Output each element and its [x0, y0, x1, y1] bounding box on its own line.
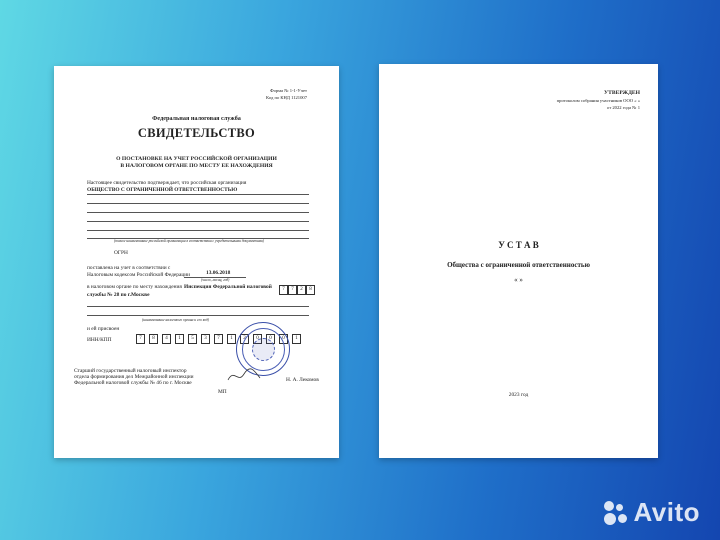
- inn-kpp-cell: 1: [292, 334, 301, 344]
- registered-text-2: Налоговым кодексом Российской Федерации: [87, 272, 191, 278]
- inn-kpp-cell: 1: [227, 334, 236, 344]
- assigned-text: и ей присвоен: [87, 326, 120, 332]
- certificate-title: СВИДЕТЕЛЬСТВО: [137, 126, 256, 140]
- date-caption: (число, месяц, год): [201, 278, 230, 282]
- tax-office-label: в налоговом органе по месту нахождения: [87, 284, 182, 290]
- inn-kpp-cell: 0: [279, 334, 288, 344]
- rule: [87, 194, 309, 195]
- inn-kpp-cell: 8: [149, 334, 158, 344]
- form-number: Форма № 1-1-Учет: [269, 88, 307, 93]
- inn-kpp-cell: 0: [253, 334, 262, 344]
- charter-title: У С Т А В: [498, 240, 539, 250]
- inn-kpp-cell: 4: [162, 334, 171, 344]
- knd-code: Код по КНД 1121007: [266, 95, 307, 100]
- seal-emblem: [252, 338, 275, 361]
- charter-page: [379, 64, 658, 458]
- signer-title-3: Федеральной налоговой службы № 46 по г. Москве: [74, 380, 192, 386]
- protocol-date-line: от 2022 года № 1: [606, 105, 640, 110]
- rule: [87, 306, 309, 307]
- inn-kpp-cell: 0: [266, 334, 275, 344]
- signer-title-2: отдела формирования дел Межрайонной инспекции: [74, 374, 194, 380]
- avito-watermark: [603, 497, 700, 528]
- certificate-page: [54, 66, 339, 458]
- charter-year: 2023 год: [508, 392, 529, 398]
- organization-name: ОБЩЕСТВО С ОГРАНИЧЕННОЙ ОТВЕТСТВЕННОСТЬЮ: [87, 187, 238, 193]
- inn-label: ИНН/КПП: [87, 337, 112, 343]
- certificate-subtitle-1: О ПОСТАНОВКЕ НА УЧЕТ РОССИЙСКОЙ ОРГАНИЗАЦИИ: [116, 156, 277, 162]
- rule: [87, 315, 309, 316]
- inn-kpp-cell: 2: [240, 334, 249, 344]
- inn-kpp-cell: 5: [188, 334, 197, 344]
- tax-code-cell: 7: [288, 285, 297, 295]
- inn-kpp-cell: 7: [214, 334, 223, 344]
- office-caption: (наименование налогового органа и его код): [142, 318, 210, 322]
- registration-date: 13.06.2018: [206, 270, 231, 276]
- rule: [87, 212, 309, 213]
- signer-title-1: Старший государственный налоговый инспектор: [74, 368, 187, 374]
- name-caption: (полное наименование российской организации в соответствии с учредительными документами): [114, 239, 264, 243]
- signature: [226, 366, 266, 386]
- tax-office-name-2: службы № 28 по г.Москве: [87, 292, 150, 298]
- signer-name: Н. А. Лекомов: [286, 377, 319, 383]
- seal-place-label: МП: [218, 389, 227, 395]
- rule: [87, 230, 309, 231]
- confirm-text: Настоящее свидетельство подтверждает, что российская организация: [87, 180, 247, 186]
- tax-code-cell: 2: [297, 285, 306, 295]
- approved-label: УТВЕРЖДЕН: [604, 90, 640, 96]
- avito-brand-text: Avito: [633, 497, 700, 527]
- protocol-line: протоколом собрания участников ООО « »: [556, 98, 640, 103]
- certificate-subtitle-2: В НАЛОГОВОМ ОРГАНЕ ПО МЕСТУ ЕЕ НАХОЖДЕНИЯ: [120, 163, 273, 169]
- rule: [87, 221, 309, 222]
- avito-logo-icon: [603, 500, 629, 526]
- tax-office-name-1: Инспекция Федеральной налоговой: [184, 284, 272, 290]
- ogrn-label: ОГРН: [114, 250, 128, 256]
- company-name-quotes: « »: [514, 276, 523, 284]
- tax-code-cell: 7: [279, 285, 288, 295]
- inn-kpp-cell: 7: [136, 334, 145, 344]
- agency-name: Федеральная налоговая служба: [152, 115, 241, 122]
- inn-kpp-cell: 1: [175, 334, 184, 344]
- rule: [87, 203, 309, 204]
- inn-kpp-cell: 3: [201, 334, 210, 344]
- charter-subtitle: Общества с ограниченной ответственностью: [447, 261, 590, 269]
- registered-text-1: поставлена на учет в соответствии с: [87, 265, 171, 271]
- tax-code-cell: 8: [306, 285, 315, 295]
